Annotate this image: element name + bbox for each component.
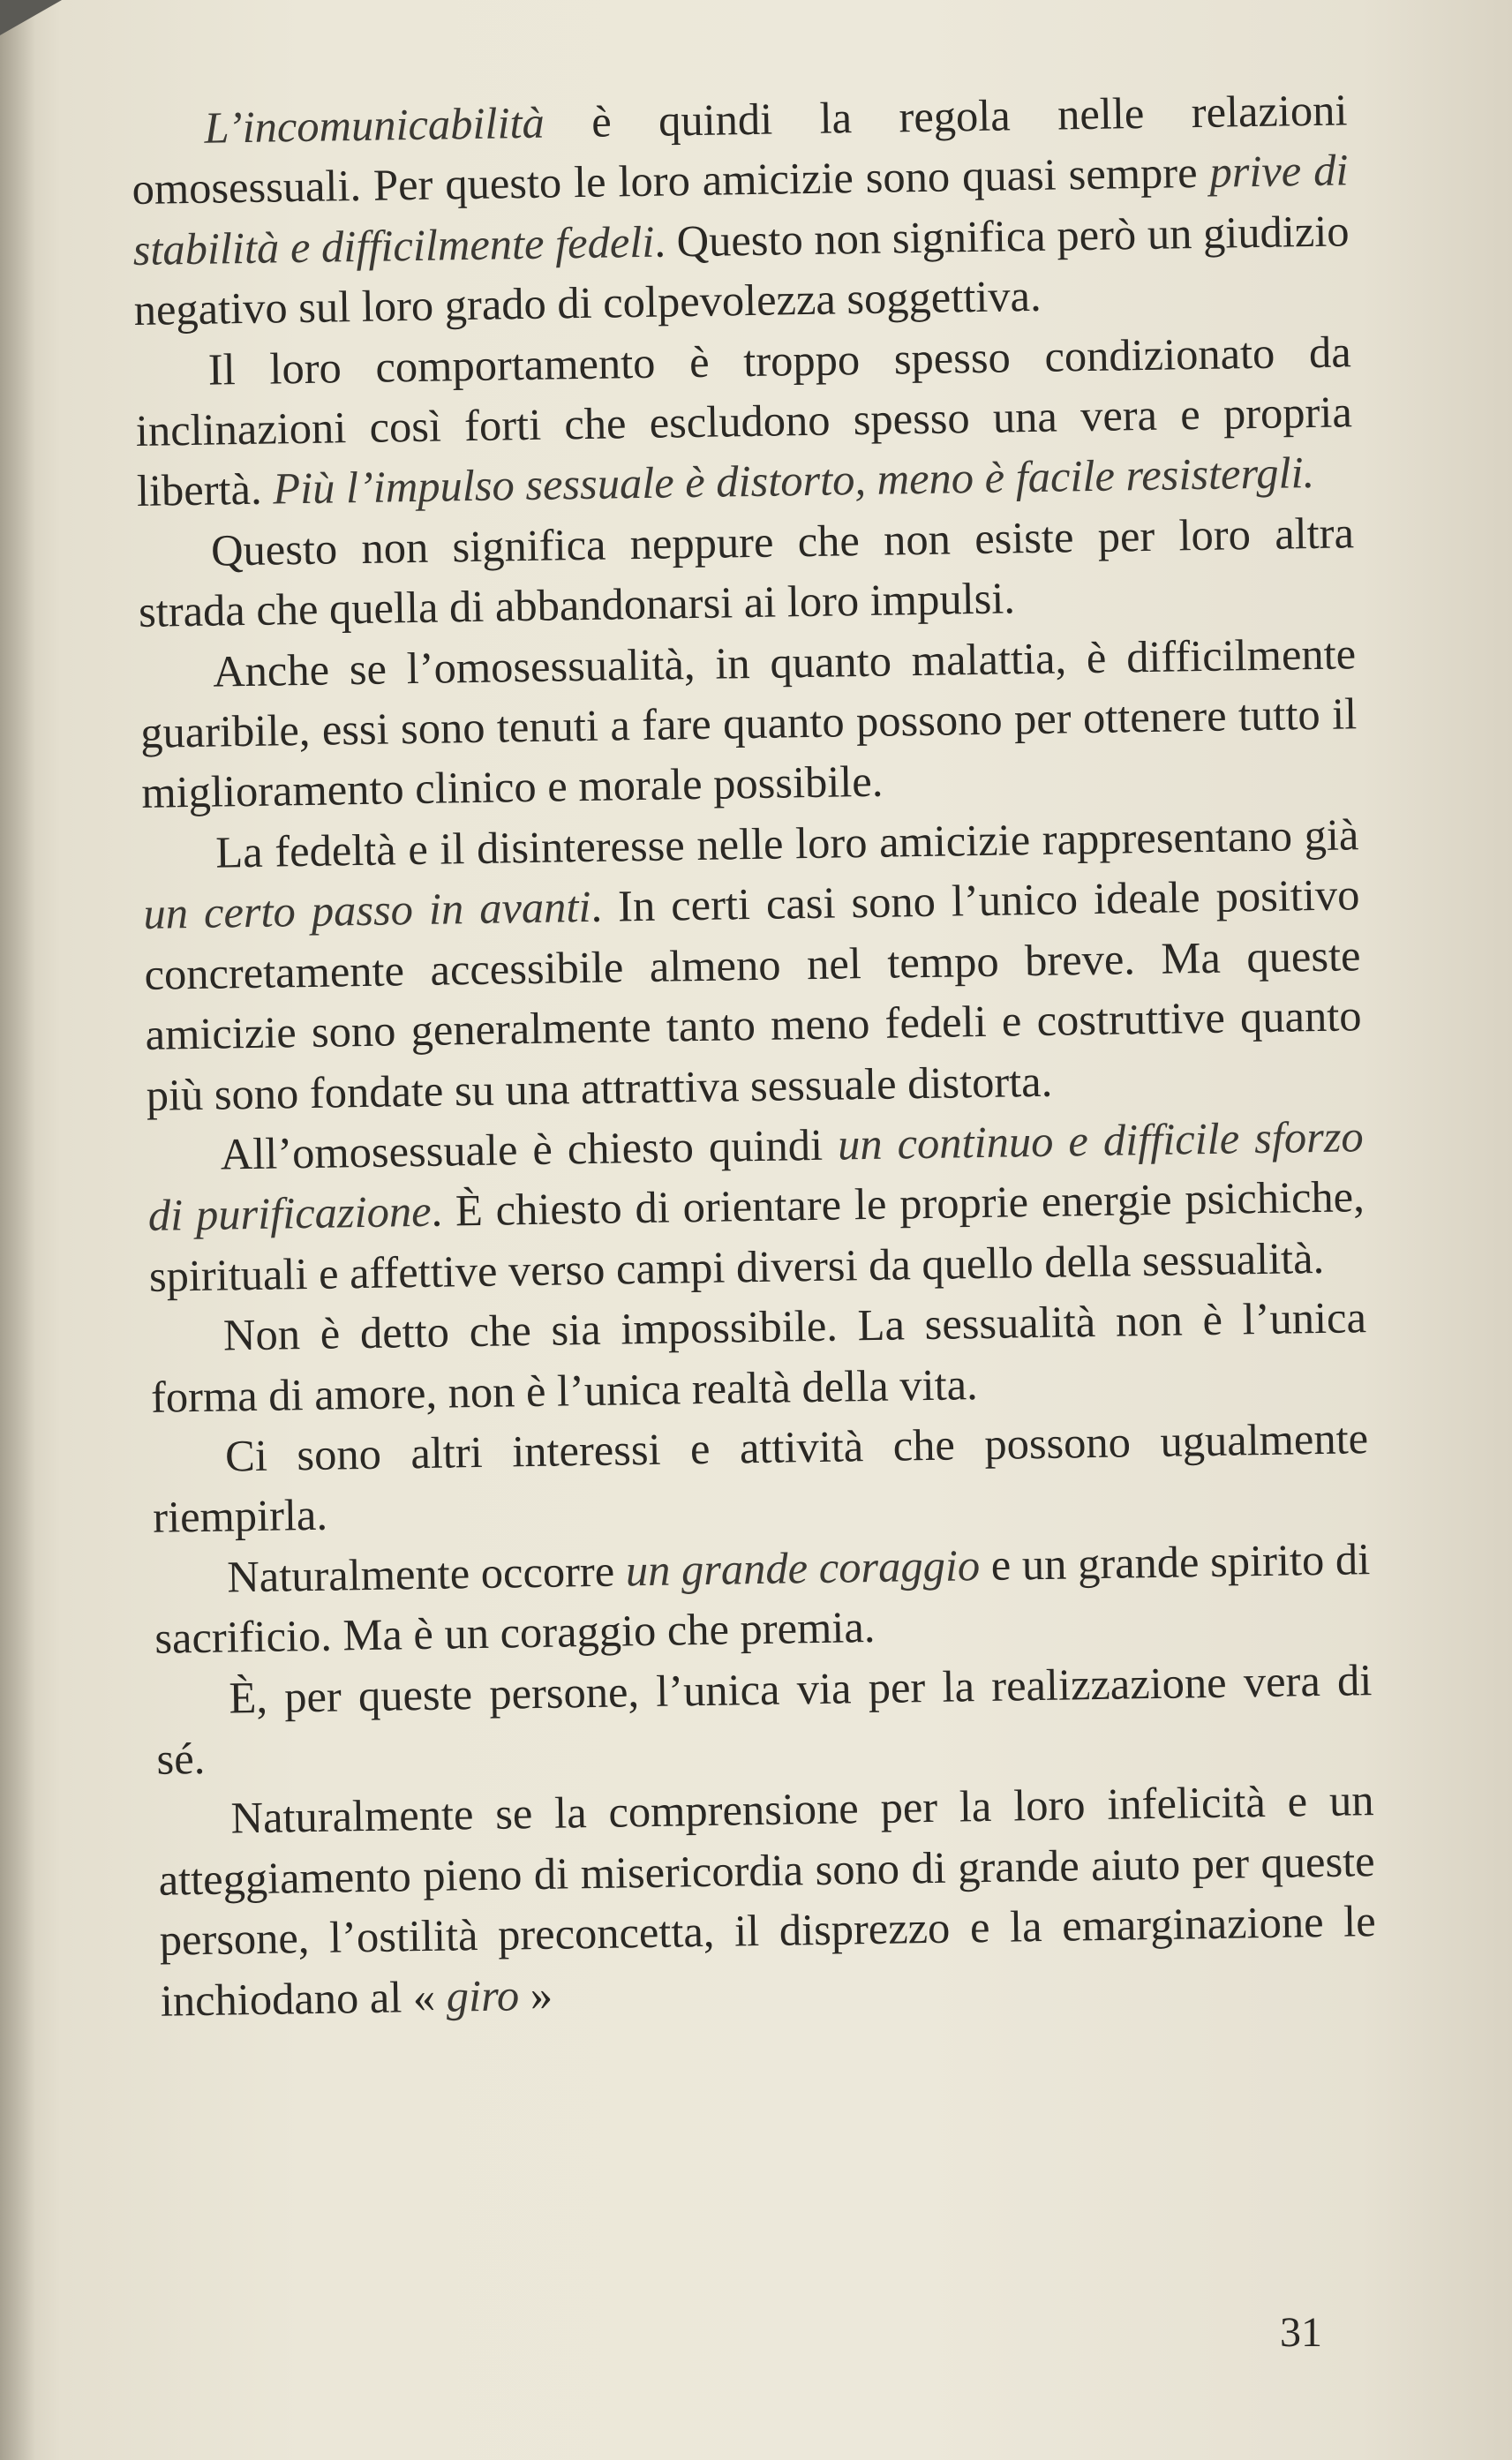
paragraph	[147, 1106, 1365, 1306]
text-run: è quindi la regola nelle relazioni omosessuali. Per questo le loro amicizie sono quasi sempre	[132, 85, 1348, 214]
text-run: All’omosessuale è chiesto quindi	[220, 1119, 839, 1179]
paragraph	[138, 502, 1356, 642]
text-run: Ci sono altri interessi e attività che possono ugualmente riempirla.	[152, 1413, 1369, 1543]
text-run: La fedeltà e il disinteresse nelle loro amicizie rappresentano già	[214, 809, 1359, 877]
paragraph	[131, 79, 1350, 340]
italic-text: Più l’impulso sessuale è distorto, meno è facile resistergli.	[272, 448, 1315, 514]
paragraph	[149, 1287, 1367, 1426]
text-run: Il loro comportamento è troppo spesso condizionato da inclinazioni così forti che escludono spesso una vera e propria libertà.	[135, 326, 1353, 516]
page-number: 31	[1280, 2309, 1322, 2356]
paragraph	[139, 623, 1358, 824]
paragraph	[157, 1770, 1377, 2030]
text-run: Naturalmente occorre	[226, 1546, 627, 1602]
paragraph	[155, 1650, 1373, 1789]
italic-text: prive di stabilità e difficilmente fedeli	[132, 145, 1349, 275]
text-run: È, per queste persone, l’unica via per la realizzazione vera di sé.	[156, 1654, 1373, 1784]
text-run: . In certi casi sono l’unico ideale positivo concretamente accessibile almeno nel tempo breve. Ma queste amicizie sono generalmente tanto meno fedeli e costruttive quanto più sono fondate su una attrattiva sessuale distorta.	[144, 869, 1362, 1120]
paragraph	[154, 1529, 1372, 1668]
paragraph	[152, 1408, 1370, 1547]
italic-text: L’incomunicabilità	[204, 97, 545, 153]
text-run: Questo non significa neppure che non esiste per loro altra strada che quella di abbandonarsi ai loro impulsi.	[138, 508, 1355, 637]
text-run: Naturalmente se la comprensione per la loro infelicità e un atteggiamento pieno di misericordia sono di grande aiuto per queste persone, l’ostilità preconcetta, il disprezzo e la emarginazione le inchiodano al «	[158, 1775, 1377, 2026]
text-run: Non è detto che sia impossibile. La sessualità non è l’unica forma di amore, non è l’unica realtà della vita.	[150, 1292, 1367, 1422]
text-run: »	[518, 1969, 553, 2020]
italic-text: un certo passo in avanti	[143, 882, 591, 939]
text-run: . Questo non significa però un giudizio negativo sul loro grado di colpevolezza soggettiva.	[133, 206, 1350, 335]
italic-text: giro	[446, 1969, 520, 2021]
page-corner	[0, 0, 62, 35]
paragraph	[142, 804, 1363, 1125]
italic-text: un continuo e difficile sforzo di purificazione	[147, 1111, 1365, 1241]
italic-text: un grande coraggio	[625, 1539, 981, 1596]
body-text	[131, 79, 1377, 2030]
text-run: . È chiesto di orientare le proprie energie psichiche, spirituali e affettive verso campi diversi da quello della sessualità.	[148, 1171, 1365, 1301]
text-run: Anche se l’omosessualità, in quanto malattia, è difficilmente guaribile, essi sono tenuti a fare quanto possono per ottenere tutto il miglioramento clinico e morale possibile.	[139, 628, 1358, 818]
paragraph	[134, 321, 1353, 522]
text-run: e un grande spirito di sacrificio. Ma è un coraggio che premia.	[154, 1533, 1371, 1663]
